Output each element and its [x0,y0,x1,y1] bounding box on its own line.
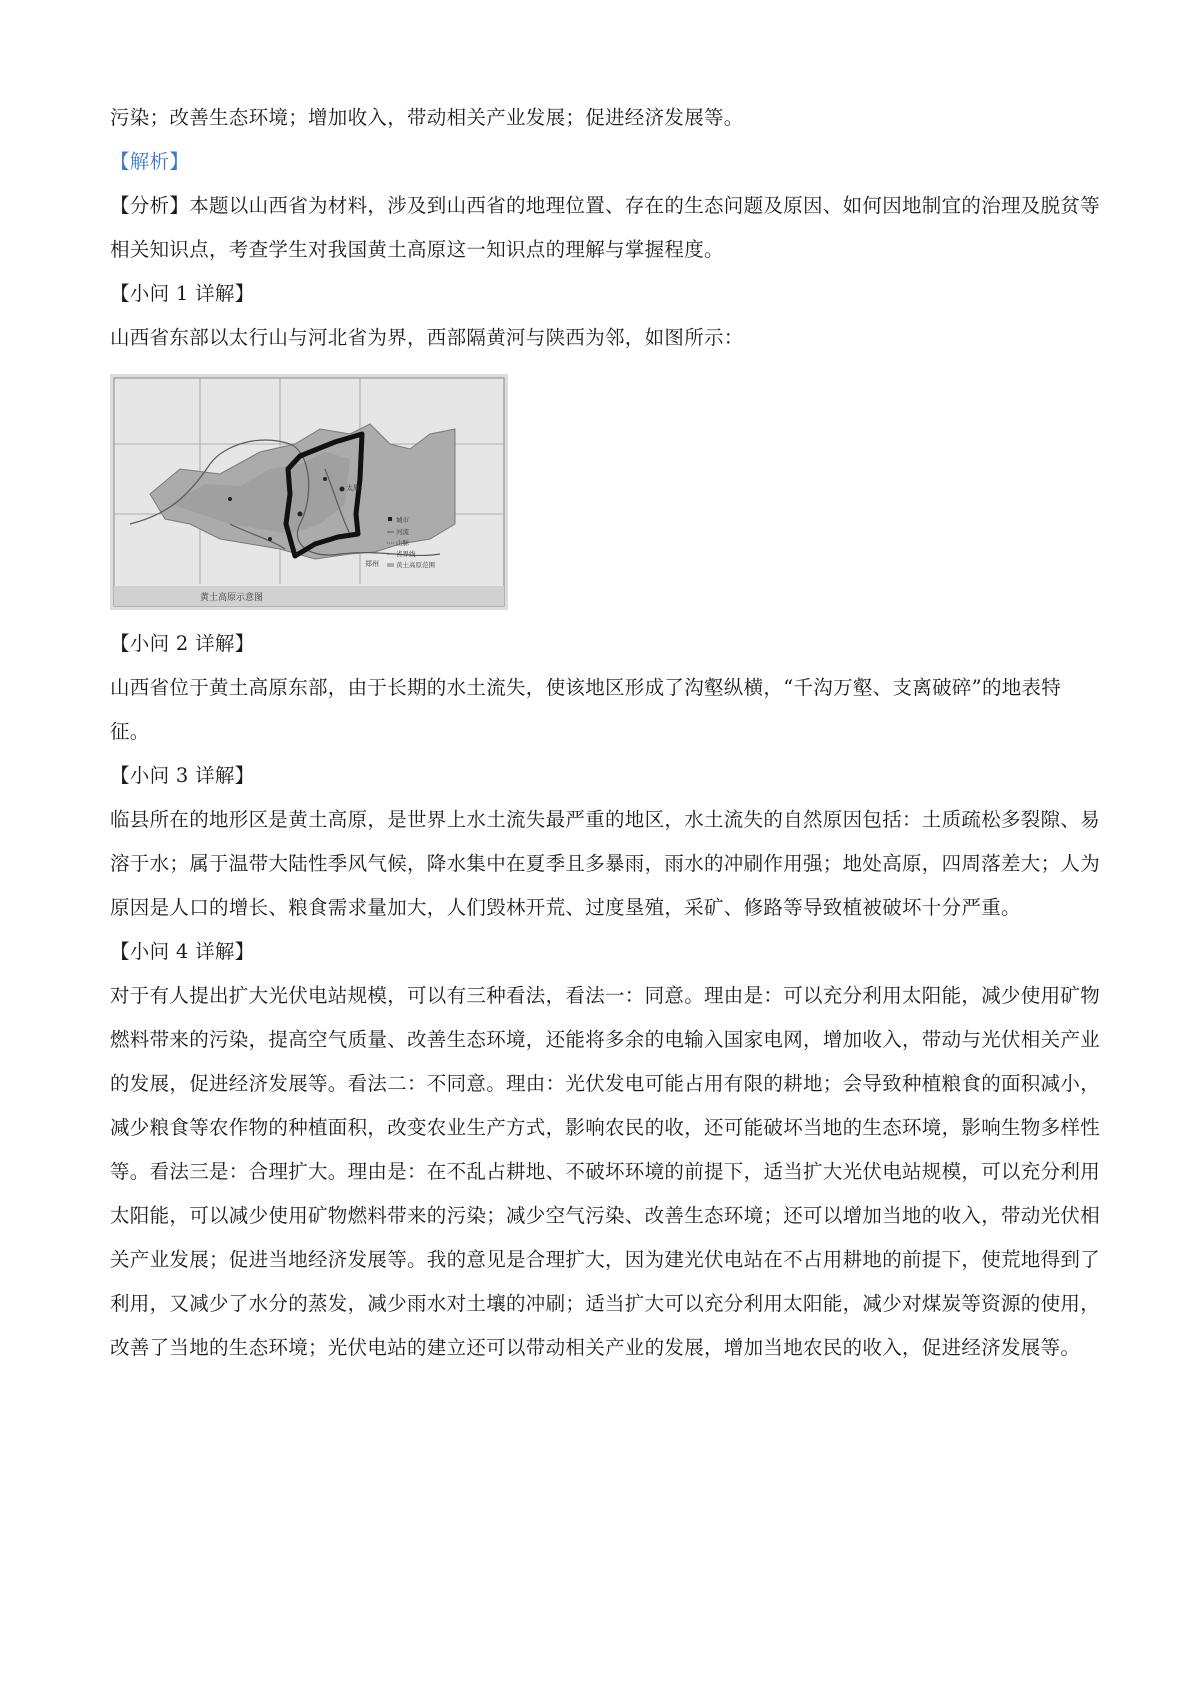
map-label-taiyuan: 太原 [346,484,360,492]
question-2-heading: 【小问 2 详解】 [110,632,255,655]
legend-river: 河流 [396,528,409,536]
legend-plateau-extent: 黄土高原范围 [396,561,435,569]
question-3-body: 临县所在的地形区是黄土高原，是世界上水土流失最严重的地区，水土流失的自然原因包括：土质疏松多裂隙、易溶于水；属于温带大陆性季风气候，降水集中在夏季且多暴雨，雨水的冲刷作用强；地处高原，四周落差大；人为原因是人口的增长、粮食需求量加大，人们毁林开荒、过度垦殖，采矿、修路等导致植被破坏十分严重。 [110,808,1101,919]
question-1-body: 山西省东部以太行山与河北省为界，西部隔黄河与陕西为邻，如图所示： [110,326,744,349]
question-3-heading: 【小问 3 详解】 [110,764,255,787]
legend-city: 城市 [396,516,409,524]
question-4-heading: 【小问 4 详解】 [110,940,255,963]
analysis-heading: 【解析】 [110,150,190,173]
intro-tail-paragraph: 污染；改善生态环境；增加收入，带动相关产业发展；促进经济发展等。 [110,106,744,129]
loess-plateau-map [110,374,508,610]
legend-province-line: 省界线 [396,550,416,558]
analysis-paragraph: 【分析】本题以山西省为材料，涉及到山西省的地理位置、存在的生态问题及原因、如何因地制宜的治理及脱贫等相关知识点，考查学生对我国黄土高原这一知识点的理解与掌握程度。 [110,194,1101,261]
question-1-heading: 【小问 1 详解】 [110,282,255,305]
map-figure [110,374,508,610]
map-label-zhengzhou: 郑州 [365,560,379,568]
legend-mountain: 山脉 [396,539,409,547]
document-page [110,96,1100,1370]
map-caption: 黄土高原示意图 [200,593,264,603]
question-2-body: 山西省位于黄土高原东部，由于长期的水土流失，使该地区形成了沟壑纵横，“千沟万壑、支离破碎”的地表特征。 [110,676,1062,743]
question-4-body: 对于有人提出扩大光伏电站规模，可以有三种看法，看法一：同意。理由是：可以充分利用太阳能，减少使用矿物燃料带来的污染，提高空气质量、改善生态环境，还能将多余的电输入国家电网，增加收入，带动与光伏相关产业的发展，促进经济发展等。看法二：不同意。理由：光伏发电可能占用有限的耕地；会导致种植粮食的面积减小，减少粮食等农作物的种植面积，改变农业生产方式，影响农民的收，还可能破坏当地的生态环境，影响生物多样性等。看法三是：合理扩大。理由是：在不乱占耕地、不破坏环境的前提下，适当扩大光伏电站规模，可以充分利用太阳能，可以减少使用矿物燃料带来的污染；减少空气污染、改善生态环境；还可以增加当地的收入，带动光伏相关产业发展；促进当地经济发展等。我的意见是合理扩大，因为建光伏电站在不占用耕地的前提下，使荒地得到了利用，又减少了水分的蒸发，减少雨水对土壤的冲刷；适当扩大可以充分利用太阳能，减少对煤炭等资源的使用，改善了当地的生态环境；光伏电站的建立还可以带动相关产业的发展，增加当地农民的收入，促进经济发展等。 [110,984,1101,1359]
